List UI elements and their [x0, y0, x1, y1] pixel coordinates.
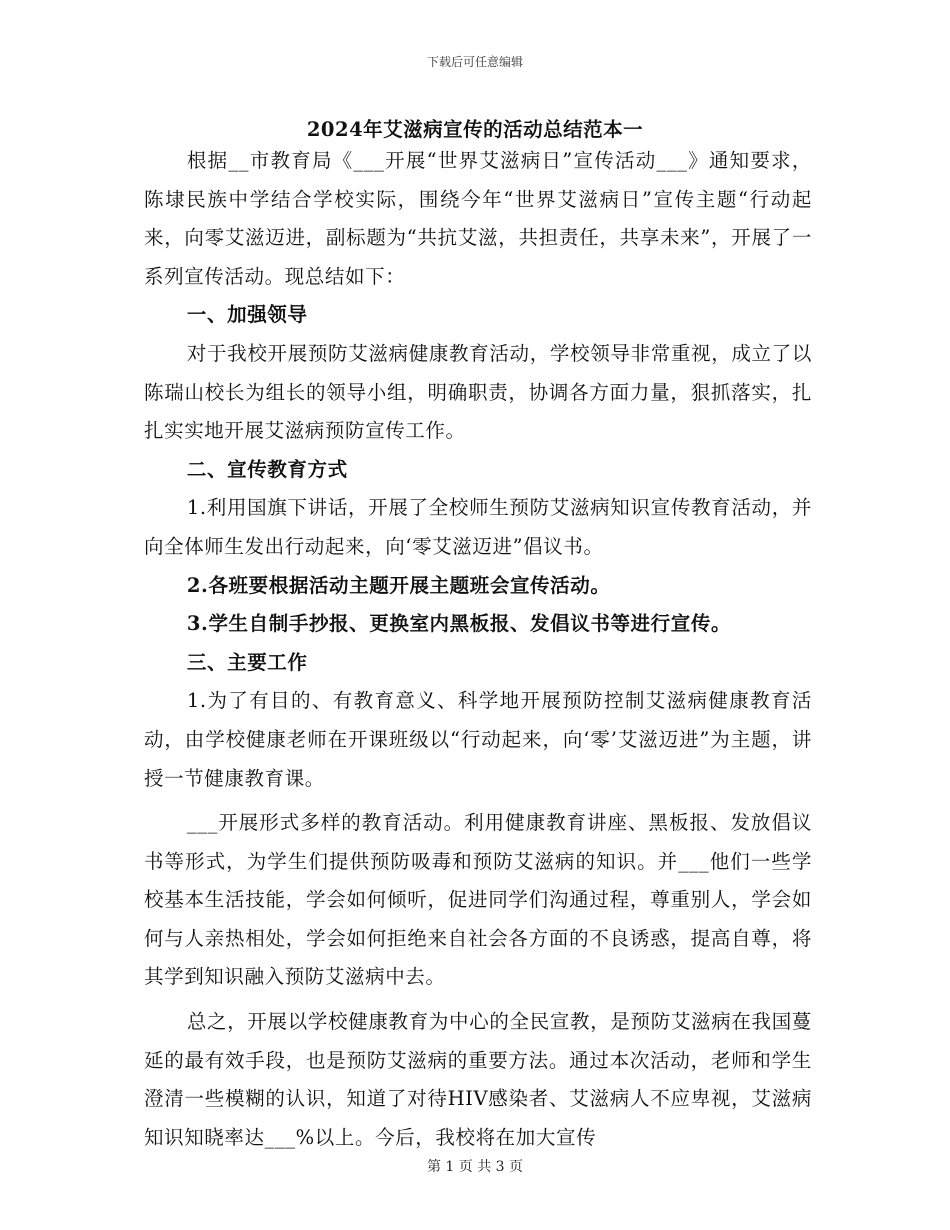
main-work-item-2: ___开展形式多样的教育活动。利用健康教育讲座、黑板报、发放倡议书等形式，为学生们提供预防吸毒和预防艾滋病的知识。并___他们一些学校基本生活技能，学会如何倾听，促进同学们沟通过程，尊重别人，学会如何与人亲热相处，学会如何拒绝来自社会各方面的不良诱惑，提高自尊，将其学到知识融入预防艾滋病中去。 — [144, 811, 812, 989]
section-heading-methods: 二、宣传教育方式 — [186, 457, 348, 481]
methods-item-3: 3.学生自制手抄报、更换室内黑板报、发倡议书等进行宣传。 — [186, 612, 732, 636]
document-title: 2024年艾滋病宣传的活动总结范本一 — [306, 118, 644, 141]
page-header: 下载后可任意编辑 — [426, 55, 523, 69]
document-body — [144, 142, 812, 1157]
leadership-paragraph: 对于我校开展预防艾滋病健康教育活动，学校领导非常重视，成立了以陈瑞山校长为组长的领导小组，明确职责，协调各方面力量，狠抓落实，扎扎实实地开展艾滋病预防宣传工作。 — [144, 341, 812, 443]
section-heading-main-work: 三、主要工作 — [186, 650, 308, 674]
summary-paragraph: 总之，开展以学校健康教育为中心的全民宣教，是预防艾滋病在我国蔓延的最有效手段，也是预防艾滋病的重要方法。通过本次活动，老师和学生澄清一些模糊的认识，知道了对待HIV感染者、艾滋病人不应卑视，艾滋病知识知晓率达___%以上。今后，我校将在加大宣传 — [144, 1010, 812, 1149]
section-heading-leadership: 一、加强领导 — [186, 303, 308, 327]
methods-item-2: 2.各班要根据活动主题开展主题班会宣传活动。 — [186, 573, 611, 597]
main-work-item-1: 1.为了有目的、有教育意义、科学地开展预防控制艾滋病健康教育活动，由学校健康老师在开课班级以“行动起来，向‘零’艾滋迈进”为主题，讲授一节健康教育课。 — [144, 689, 812, 790]
page-number: 第 1 页 共 3 页 — [426, 1159, 524, 1175]
intro-paragraph: 根据__市教育局《___开展“世界艾滋病日”宣传活动___》通知要求，陈埭民族中学结合学校实际，围绕今年“世界艾滋病日”宣传主题“行动起来，向零艾滋迈进，副标题为“共抗艾滋，共担责任，共享未来”，开展了一系列宣传活动。现总结如下： — [144, 149, 812, 288]
methods-item-1: 1.利用国旗下讲话，开展了全校师生预防艾滋病知识宣传教育活动，并向全体师生发出行动起来，向‘零艾滋迈进”倡议书。 — [144, 496, 812, 558]
